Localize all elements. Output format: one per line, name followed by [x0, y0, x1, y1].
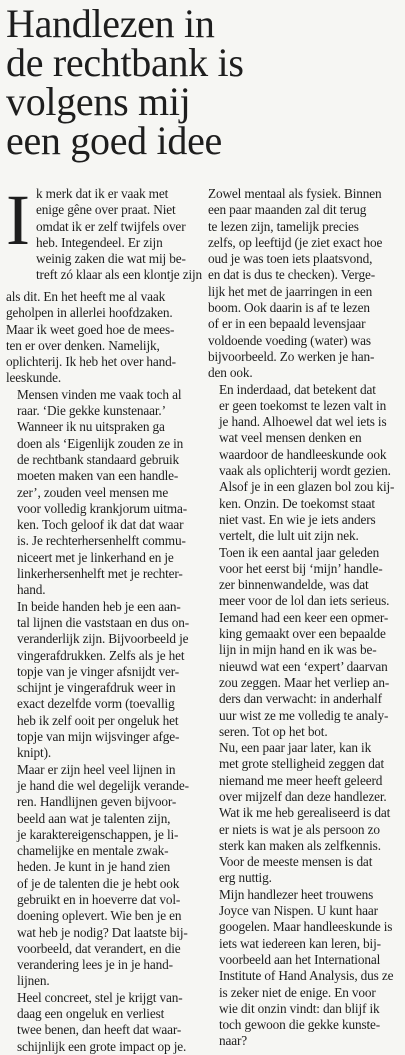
headline-line: volgens mij — [6, 79, 191, 124]
text-line: Joyce van Nispen. U kunt haar — [219, 903, 378, 919]
text-line: ken. Onzin. De toekomst staat — [219, 495, 375, 511]
text-line: en dat is dus te checken). Verge- — [208, 267, 375, 283]
text-line: beeld aan wat je talenten zijn, — [17, 810, 171, 826]
text-line: voldoende voeding (water) was — [208, 332, 371, 348]
text-line: uur wist ze me volledig te analy- — [219, 707, 389, 723]
text-line: erg nuttig. — [219, 870, 272, 886]
text-line: je hand die wel degelijk verande- — [17, 777, 189, 793]
text-line: er geen toekomst te lezen valt in — [219, 397, 387, 413]
text-line: te lezen zijn, tamelijk precies — [208, 218, 359, 234]
text-line: voorbeeld, dat verandert, en die — [17, 940, 181, 956]
text-line: veranderlijk zijn. Bijvoorbeeld je — [17, 631, 189, 647]
text-line: den ook. — [208, 365, 253, 381]
text-line: Voor de meeste mensen is dat — [219, 854, 373, 870]
text-line: Maar er zijn heel veel lijnen in — [17, 761, 176, 777]
text-line: ten er over denken. Namelijk, — [6, 337, 160, 353]
text-line: schijnlijk een grote impact op je. — [17, 1038, 187, 1054]
text-line: is zeker niet de enige. En voor — [219, 984, 376, 1000]
text-line: wie dit onzin vindt: dan blijf ik — [219, 1000, 380, 1016]
text-line: heb ik zelf ooit per ongeluk het — [17, 712, 179, 728]
paragraph — [208, 887, 400, 1050]
text-line: Iemand had een keer een opmer- — [219, 609, 389, 625]
text-line: een paar maanden zal dit terug — [208, 202, 367, 218]
left-column — [6, 180, 203, 1055]
text-line: vingerafdrukken. Zelfs als je het — [17, 647, 185, 663]
text-line: wat heb je nodig? Dat laatste bij- — [17, 924, 188, 940]
text-line: zelfs, op leeftijd (je ziet exact hoe — [208, 234, 383, 250]
text-line: enige gêne over praat. Niet — [36, 202, 176, 218]
text-line: verandering lees je in je hand- — [17, 957, 173, 973]
text-line: ken. Toch geloof ik dat dat waar — [17, 517, 184, 533]
text-line: lijk het met de jaarringen in een — [208, 283, 373, 299]
text-line: als dit. En het heeft me al vaak — [6, 289, 166, 304]
text-line: Mijn handlezer heet trouwens — [219, 886, 374, 902]
paragraph — [6, 990, 198, 1055]
text-line: doening oplevert. Wie ben je en — [17, 908, 182, 924]
headline-line: de rechtbank is — [6, 40, 244, 85]
text-line: googelen. Maar handleeskunde is — [219, 919, 393, 935]
text-line: toch gewoon die gekke kunste- — [219, 1017, 381, 1033]
text-line: nieuwd wat een ‘expert’ daarvan — [219, 658, 388, 674]
text-line: chamelijke en mentale zwak- — [17, 843, 169, 859]
dropcap-block — [6, 180, 203, 289]
text-line: Toen ik een aantal jaar geleden — [219, 544, 380, 560]
text-line: ders dan verwacht: in anderhalf — [219, 691, 382, 707]
text-line: sterk kan maken als zelfkennis. — [219, 837, 381, 853]
text-line: tal lijnen die vaststaan en dus on- — [17, 614, 189, 630]
text-line: voor het eerst bij ‘mijn’ handle- — [219, 560, 383, 576]
text-line: lijn in mijn hand en ik was be- — [219, 642, 377, 658]
text-line: doen als ‘Eigenlijk zouden ze in — [17, 435, 184, 451]
text-line: oplichterij. Ik heb het over hand- — [6, 354, 176, 370]
headline-line: een goed idee — [6, 118, 222, 163]
text-line: oud je was toen iets plaatsvond, — [208, 251, 373, 267]
text-line: vertelt, die lult uit zijn nek. — [219, 528, 359, 544]
text-line: er niets is wat je als persoon zo — [219, 821, 380, 837]
text-line: twee benen, dan heeft dat waar- — [17, 1022, 182, 1038]
text-line: treft zó klaar als een klontje zijn — [36, 267, 203, 283]
text-line: voorbeeld aan het International — [219, 951, 381, 967]
text-line: Zowel mentaal als fysiek. Binnen — [208, 186, 382, 201]
text-line: exact dezelfde vorm (toevallig — [17, 696, 175, 712]
text-line: lijnen. — [17, 973, 50, 989]
text-line: geholpen in allerlei hoofdzaken. — [6, 305, 173, 321]
text-line: linkerhersenhelft met je rechter- — [17, 566, 183, 582]
text-line: In beide handen heb je een aan- — [17, 598, 181, 614]
paragraph — [6, 599, 198, 762]
text-line: of je de talenten die je hebt ook — [17, 875, 180, 891]
text-line: moeten maken van een handle- — [17, 468, 179, 484]
text-line: vaak als oplichterij wordt gezien. — [219, 463, 391, 479]
text-line: heb. Integendeel. Er zijn — [36, 234, 163, 250]
text-line: omdat ik er zelf twijfels over — [36, 218, 186, 234]
text-line: schijnt je vingerafdruk weer in — [17, 680, 176, 696]
text-line: seren. Tot op het bot. — [219, 723, 328, 739]
text-line: naar? — [219, 1033, 248, 1049]
text-line: is. Je rechterhersenhelft commu- — [17, 533, 186, 549]
text-line: boom. Ook daarin is af te lezen — [208, 300, 370, 316]
text-line: de rechtbank standaard gebruik — [17, 451, 180, 467]
text-line: of er in een bepaald levensjaar — [208, 316, 366, 332]
paragraph — [6, 289, 198, 387]
text-line: daag een ongeluk en verliest — [17, 1006, 165, 1022]
text-line: ren. Handlijnen geven bijvoor- — [17, 794, 177, 810]
text-line: raar. ‘Die gekke kunstenaar.’ — [17, 403, 166, 419]
text-line: Mensen vinden me vaak toch al — [17, 386, 182, 402]
paragraph — [208, 382, 400, 545]
text-line: niceert met je linkerhand en je — [17, 549, 174, 565]
text-line: Nu, een paar jaar later, kan ik — [219, 740, 372, 756]
text-line: niet vast. En wie je iets anders — [219, 511, 376, 527]
text-line: topje van je vinger afsnijdt ver- — [17, 663, 180, 679]
headline — [6, 1, 401, 163]
text-line: zou zeggen. Maar het verliep an- — [219, 674, 390, 690]
right-column — [208, 186, 400, 1050]
paragraph — [208, 545, 400, 741]
text-line: niemand me meer heeft geleerd — [219, 772, 383, 788]
text-line: iets wat iedereen kan leren, bij- — [219, 935, 381, 951]
text-line: met grote stelligheid zeggen dat — [219, 756, 385, 772]
text-line: zer binnenwandelde, was dat — [219, 577, 369, 593]
text-line: Alsof je in een glazen bol zou kij- — [219, 479, 395, 495]
paragraph — [6, 762, 198, 990]
text-line: k merk dat ik er vaak met — [36, 186, 169, 201]
text-line: zer’, zouden veel mensen me — [17, 484, 169, 500]
headline-line: Handlezen in — [6, 1, 215, 46]
text-line: hand. — [17, 582, 46, 598]
text-line: je hand. Alhoewel dat wel iets is — [219, 414, 387, 430]
text-line: leeskunde. — [6, 370, 61, 386]
text-line: voor volledig krankjorum uitma- — [17, 500, 188, 516]
text-line: over mijzelf dan deze handlezer. — [219, 788, 387, 804]
text-line: bijvoorbeeld. Zo werken je han- — [208, 348, 375, 364]
text-line: Maar ik weet goed hoe de mees- — [6, 321, 175, 337]
text-line: waardoor de handleeskunde ook — [219, 446, 387, 462]
text-line: je karaktereigenschappen, je li- — [17, 826, 179, 842]
text-line: meer voor de lol dan iets serieus. — [219, 593, 390, 609]
dropcap-lines — [36, 186, 202, 289]
text-line: wat veel mensen denken en — [219, 430, 362, 446]
text-line: knipt). — [17, 745, 52, 761]
paragraph — [6, 387, 198, 599]
text-line: heden. Je kunt in je hand zien — [17, 859, 171, 875]
text-line: Wat ik me heb gerealiseerd is dat — [219, 805, 391, 821]
text-line: En inderdaad, dat betekent dat — [219, 381, 376, 397]
dropcap: I — [6, 180, 30, 260]
text-line: king gemaakt over een bepaalde — [219, 626, 386, 642]
text-line: gebruikt en in hoeverre dat vol- — [17, 891, 181, 907]
paragraph — [208, 740, 400, 887]
text-line: weinig zaken die wat mij be- — [36, 251, 186, 267]
text-line: Heel concreet, stel je krijgt van- — [17, 989, 183, 1005]
paragraph — [208, 186, 400, 382]
text-line: topje van mijn wijsvinger afge- — [17, 729, 180, 745]
text-line: Institute of Hand Analysis, dus ze — [219, 968, 394, 984]
text-line: Wanneer ik nu uitspraken ga — [17, 419, 165, 435]
